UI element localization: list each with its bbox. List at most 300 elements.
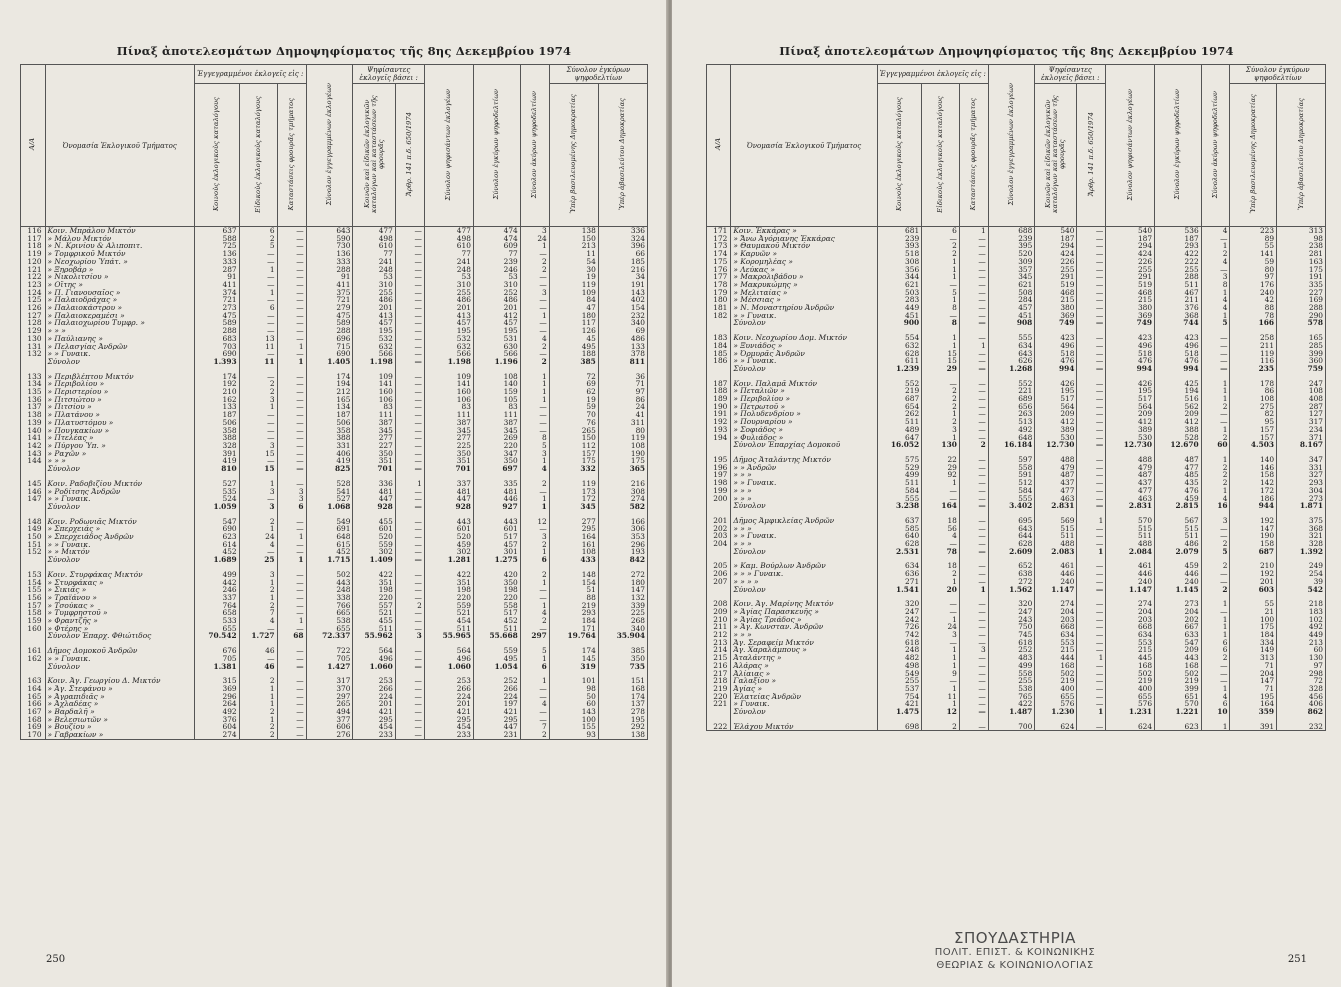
table-cell: 530	[1106, 434, 1155, 442]
table-cell: 2	[239, 235, 277, 243]
table-cell: 1.475	[877, 708, 921, 716]
table-cell: 369	[195, 685, 240, 693]
table-cell: —	[395, 723, 424, 731]
table-cell: 12	[922, 708, 960, 716]
table-cell: —	[959, 296, 988, 304]
table-row	[21, 281, 648, 289]
table-cell: 1.145	[1155, 586, 1202, 594]
table-cell: 240	[1155, 578, 1202, 586]
table-row	[707, 540, 1326, 548]
table-cell: —	[1201, 266, 1230, 274]
table-cell: 451	[877, 312, 921, 320]
table-cell: 22	[922, 456, 960, 464]
table-cell: 241	[353, 258, 395, 266]
total-row	[707, 548, 1326, 556]
table-cell	[1230, 449, 1277, 456]
table-cell: 703	[195, 343, 240, 351]
table-cell: 549	[306, 518, 353, 526]
table-cell: —	[1077, 525, 1106, 533]
table-cell: 399	[1277, 350, 1326, 358]
table-cell: 374	[195, 289, 240, 297]
table-cell: 697	[473, 465, 520, 473]
table-cell: 97	[1230, 273, 1277, 281]
table-cell: 359	[1230, 708, 1277, 716]
table-cell: 334	[1230, 639, 1277, 647]
table-cell: —	[520, 716, 549, 724]
table-cell: —	[277, 609, 306, 617]
table-cell: 559	[353, 541, 395, 549]
table-cell: Κοιν. Ἁγ. Μαρίνης Μικτόν	[731, 600, 877, 608]
table-cell: 53	[353, 273, 395, 281]
table-cell: 201	[424, 304, 473, 312]
table-cell: 293	[549, 609, 598, 617]
table-cell: Ἁγ. Χαραλάμπους »	[731, 646, 877, 654]
table-cell: —	[277, 396, 306, 404]
table-cell: 55	[1230, 242, 1277, 250]
table-cell: 411	[306, 281, 353, 289]
table-cell: 446	[473, 495, 520, 503]
table-cell: —	[959, 578, 988, 586]
table-cell: 254	[1277, 570, 1326, 578]
table-cell: 332	[549, 465, 598, 473]
table-cell: 2.531	[877, 548, 921, 556]
table-cell: —	[395, 617, 424, 625]
table-cell: —	[395, 700, 424, 708]
table-cell: » Παλαιοκάστρου »	[45, 304, 194, 312]
table-row	[707, 525, 1326, 533]
table-cell: —	[395, 503, 424, 511]
table-cell: 345	[988, 273, 1035, 281]
table-row	[21, 380, 648, 388]
table-cell: 1.427	[306, 663, 353, 671]
table-cell: 486	[353, 296, 395, 304]
table-cell: 2	[239, 586, 277, 594]
table-cell: 1	[922, 410, 960, 418]
table-cell: —	[395, 358, 424, 366]
table-cell: 477	[1155, 464, 1202, 472]
table-cell	[21, 663, 46, 671]
table-cell: » Ξυνιάδος »	[731, 342, 877, 350]
table-cell: 29	[922, 365, 960, 373]
results-table-body	[21, 227, 648, 740]
table-cell: —	[1077, 532, 1106, 540]
table-cell: 395	[988, 242, 1035, 250]
table-cell: 175	[707, 258, 731, 266]
table-cell: 275	[1230, 403, 1277, 411]
table-cell: 529	[877, 464, 921, 472]
table-cell: 187	[1035, 235, 1077, 243]
table-row	[21, 250, 648, 258]
table-cell	[1201, 373, 1230, 380]
table-cell: 197	[473, 700, 520, 708]
table-cell: 498	[353, 235, 395, 243]
table-cell	[1106, 449, 1155, 456]
table-cell: 213	[1277, 639, 1326, 647]
table-cell	[239, 366, 277, 373]
table-cell: 444	[1035, 654, 1077, 662]
table-cell: —	[277, 442, 306, 450]
table-cell	[306, 473, 353, 480]
table-cell: —	[395, 258, 424, 266]
table-cell: —	[395, 442, 424, 450]
table-cell: 4	[239, 541, 277, 549]
table-cell: 220	[707, 693, 731, 701]
table-cell: » Ν. Κρινίου & Αλιποπιτ.	[45, 242, 194, 250]
table-cell: 116	[1230, 357, 1277, 365]
table-cell: 564	[424, 647, 473, 655]
table-cell: 39	[1277, 578, 1326, 586]
table-cell: 97	[598, 388, 647, 396]
table-cell: 542	[1277, 586, 1326, 594]
table-cell	[1077, 716, 1106, 723]
table-cell: 1	[922, 342, 960, 350]
table-cell: —	[959, 471, 988, 479]
table-cell: —	[395, 380, 424, 388]
table-cell: » » Γυναικ.	[731, 312, 877, 320]
table-row	[21, 723, 648, 731]
table-cell: 117	[21, 235, 46, 243]
table-cell: 219	[707, 685, 731, 693]
table-row	[707, 600, 1326, 608]
table-cell: 219	[1155, 677, 1202, 685]
table-cell: 255	[988, 677, 1035, 685]
table-cell: 487	[1106, 471, 1155, 479]
table-cell: 3	[277, 488, 306, 496]
table-row	[707, 608, 1326, 616]
table-cell: 298	[1277, 670, 1326, 678]
table-cell: Σύνολον	[731, 502, 877, 510]
table-cell: » Μακρυκώμης »	[731, 281, 877, 289]
table-cell: 1	[922, 578, 960, 586]
table-cell: 424	[1106, 250, 1155, 258]
table-cell: 1	[277, 358, 306, 366]
table-cell: 222	[707, 723, 731, 731]
table-cell: 137	[598, 700, 647, 708]
table-cell: 138	[598, 731, 647, 739]
table-cell: —	[959, 525, 988, 533]
table-cell: —	[395, 571, 424, 579]
table-cell: 154	[21, 579, 46, 587]
table-row	[21, 480, 648, 488]
table-cell: 335	[1277, 281, 1326, 289]
table-cell: 2	[1201, 562, 1230, 570]
table-cell: 45	[549, 335, 598, 343]
table-cell: —	[277, 541, 306, 549]
table-cell: 1.393	[195, 358, 240, 366]
table-cell: » Πετρωτοῦ »	[731, 403, 877, 411]
table-cell: 370	[306, 685, 353, 693]
table-cell: 118	[21, 242, 46, 250]
table-cell: 4	[1201, 495, 1230, 503]
table-cell: —	[239, 281, 277, 289]
table-cell: 411	[195, 281, 240, 289]
table-cell: 137	[21, 403, 46, 411]
table-cell: 3	[1201, 273, 1230, 281]
table-row	[21, 242, 648, 250]
table-cell: 566	[424, 350, 473, 358]
table-cell: 293	[1277, 479, 1326, 487]
table-cell: 615	[306, 541, 353, 549]
table-cell: » » »	[731, 525, 877, 533]
table-cell: 133	[21, 373, 46, 381]
table-cell: 368	[1155, 312, 1202, 320]
table-cell: 2	[520, 266, 549, 274]
table-cell: 481	[424, 488, 473, 496]
table-cell: —	[1077, 662, 1106, 670]
table-cell: 3	[277, 495, 306, 503]
table-cell: —	[239, 434, 277, 442]
table-cell	[21, 473, 46, 480]
table-cell: —	[520, 319, 549, 327]
header-monarchy: Ὑπὲρ βασιλευομένης Δημοκρατίας	[1230, 84, 1277, 227]
table-cell: —	[1201, 677, 1230, 685]
table-cell	[959, 449, 988, 456]
table-cell: » Πεταλιῶν »	[731, 387, 877, 395]
table-cell: —	[395, 419, 424, 427]
table-cell: 624	[1106, 723, 1155, 731]
table-cell: 566	[473, 350, 520, 358]
table-cell: 154	[598, 304, 647, 312]
table-cell	[922, 716, 960, 723]
table-cell: 396	[598, 242, 647, 250]
table-cell: 301	[473, 548, 520, 556]
table-cell: 9	[922, 670, 960, 678]
table-cell: 1	[520, 373, 549, 381]
table-cell: 638	[988, 570, 1035, 578]
table-row	[707, 654, 1326, 662]
table-cell: 496	[1035, 342, 1077, 350]
table-cell: 628	[877, 350, 921, 358]
table-cell: —	[1077, 600, 1106, 608]
table-cell: 1	[922, 646, 960, 654]
table-cell: 145	[21, 480, 46, 488]
table-cell: —	[922, 235, 960, 243]
table-cell: 944	[1230, 502, 1277, 510]
table-cell: —	[395, 427, 424, 435]
table-cell: 165	[306, 396, 353, 404]
table-cell: 1.871	[1277, 502, 1326, 510]
table-cell: 511	[1035, 532, 1077, 540]
table-cell: 2	[1201, 403, 1230, 411]
table-cell: 171	[549, 625, 598, 633]
table-cell: 235	[1230, 365, 1277, 373]
table-cell: 47	[549, 304, 598, 312]
table-cell: 564	[1106, 403, 1155, 411]
table-cell: 338	[306, 594, 353, 602]
table-cell: 451	[988, 312, 1035, 320]
table-cell: 634	[988, 342, 1035, 350]
table-cell	[707, 327, 731, 334]
table-cell: 531	[473, 335, 520, 343]
table-row	[21, 411, 648, 419]
table-cell: 148	[21, 518, 46, 526]
table-cell	[1230, 593, 1277, 600]
table-cell: 1	[239, 579, 277, 587]
table-cell: » Ν. Μοναστηρίου Ἀνδρῶν	[731, 304, 877, 312]
table-cell: 461	[1106, 562, 1155, 570]
table-cell: 1	[520, 388, 549, 396]
table-cell: 132	[21, 350, 46, 358]
table-cell: 253	[424, 677, 473, 685]
table-cell: 129	[21, 327, 46, 335]
table-cell: —	[277, 586, 306, 594]
header-group-voted: Ψηφίσαντες ἐκλογεῖς βάσει :	[353, 65, 424, 84]
table-cell: —	[239, 296, 277, 304]
table-cell: 1.541	[877, 586, 921, 594]
table-cell: 3.402	[988, 502, 1035, 510]
table-row	[21, 708, 648, 716]
table-cell: —	[1201, 350, 1230, 358]
table-cell: 180	[598, 579, 647, 587]
table-cell: 1	[1077, 708, 1106, 716]
table-cell: —	[277, 677, 306, 685]
table-cell: 302	[424, 548, 473, 556]
table-cell: —	[1077, 471, 1106, 479]
table-cell: 177	[707, 273, 731, 281]
table-cell	[959, 327, 988, 334]
header-republic: Ὑπὲρ ἀβασιλεύτου Δημοκρατίας	[598, 84, 647, 227]
table-cell: 2	[239, 388, 277, 396]
table-cell	[988, 373, 1035, 380]
table-cell: 3	[520, 227, 549, 235]
table-cell: 1.147	[1035, 586, 1077, 594]
table-cell: 1	[1201, 289, 1230, 297]
table-cell: 146	[1230, 464, 1277, 472]
table-cell: » Ἄνω Ἀγόριανης Ἐκκάρας	[731, 235, 877, 243]
table-cell	[922, 555, 960, 562]
table-cell: 2	[239, 731, 277, 739]
table-cell: 388	[306, 434, 353, 442]
table-cell: 120	[21, 258, 46, 266]
table-cell: 271	[877, 578, 921, 586]
table-cell: 138	[549, 227, 598, 235]
table-cell: 203	[707, 532, 731, 540]
table-cell: 172	[707, 235, 731, 243]
table-cell: 498	[877, 662, 921, 670]
table-cell: —	[1077, 693, 1106, 701]
table-cell: 754	[877, 693, 921, 701]
table-cell	[549, 564, 598, 571]
table-cell: —	[395, 594, 424, 602]
table-cell: 1	[277, 533, 306, 541]
table-cell: 89	[1230, 235, 1277, 243]
table-cell: 1	[239, 403, 277, 411]
table-cell: » Σπερχειάδος Ἀνδρῶν	[45, 533, 194, 541]
table-cell: 721	[195, 296, 240, 304]
table-cell: —	[520, 685, 549, 693]
table-cell: 239	[877, 235, 921, 243]
table-cell: » Περιβολίου »	[731, 395, 877, 403]
table-cell: —	[1077, 342, 1106, 350]
table-row	[707, 227, 1326, 235]
table-cell: 159	[21, 617, 46, 625]
table-cell: 668	[1035, 623, 1077, 631]
table-cell: 108	[598, 442, 647, 450]
table-cell: 2	[959, 441, 988, 449]
table-cell: 100	[549, 716, 598, 724]
table-cell	[473, 511, 520, 518]
table-cell: 2	[1201, 471, 1230, 479]
table-cell: 511	[877, 479, 921, 487]
table-cell: —	[239, 427, 277, 435]
table-cell: » Οἴτης »	[45, 281, 194, 289]
table-cell: 183	[1277, 608, 1326, 616]
table-cell: 320	[988, 600, 1035, 608]
table-cell: —	[959, 258, 988, 266]
table-cell: —	[395, 693, 424, 701]
table-cell: 1.054	[473, 663, 520, 671]
table-cell: —	[1077, 495, 1106, 503]
table-cell: 590	[306, 235, 353, 243]
table-cell	[395, 511, 424, 518]
table-cell: 4	[239, 617, 277, 625]
table-cell: 482	[877, 654, 921, 662]
table-cell	[45, 640, 194, 647]
table-cell	[1035, 327, 1077, 334]
table-cell: Ἀταλάντης »	[731, 654, 877, 662]
table-cell: 111	[353, 411, 395, 419]
table-cell: 375	[1277, 517, 1326, 525]
table-cell: 201	[353, 304, 395, 312]
table-cell: —	[395, 533, 424, 541]
right-page	[672, 0, 1341, 987]
table-cell: —	[277, 419, 306, 427]
table-row	[707, 532, 1326, 540]
table-cell: 681	[877, 227, 921, 235]
table-cell: » Λεύκας »	[731, 266, 877, 274]
table-cell: 1	[922, 434, 960, 442]
table-cell: 168	[598, 685, 647, 693]
table-cell: 6	[922, 227, 960, 235]
table-cell: —	[277, 373, 306, 381]
table-cell: —	[1077, 266, 1106, 274]
table-cell: 511	[473, 625, 520, 633]
table-cell: 204	[1106, 608, 1155, 616]
table-cell: 216	[598, 266, 647, 274]
total-row	[21, 465, 648, 473]
table-cell: 41	[598, 411, 647, 419]
table-cell: 623	[195, 533, 240, 541]
table-cell: —	[1077, 608, 1106, 616]
table-cell: 2	[520, 343, 549, 351]
table-cell: 119	[1230, 350, 1277, 358]
table-cell: » » Γυναικ.	[731, 532, 877, 540]
table-cell: 234	[1277, 426, 1326, 434]
table-cell: 195	[353, 327, 395, 335]
table-cell: 141	[1230, 250, 1277, 258]
table-cell: 20	[922, 586, 960, 594]
table-cell	[45, 473, 194, 480]
table-cell	[1201, 327, 1230, 334]
table-cell: 4	[520, 465, 549, 473]
table-cell: —	[395, 304, 424, 312]
table-cell: 457	[473, 541, 520, 549]
table-cell	[1106, 716, 1155, 723]
table-cell: 1.198	[424, 358, 473, 366]
table-cell: 175	[549, 457, 598, 465]
table-cell: 133	[598, 343, 647, 351]
table-cell: 457	[424, 319, 473, 327]
table-cell: 1.268	[988, 365, 1035, 373]
table-cell	[1155, 593, 1202, 600]
table-cell: —	[395, 708, 424, 716]
table-cell: —	[395, 350, 424, 358]
table-cell: 730	[306, 242, 353, 250]
table-cell: 157	[1230, 426, 1277, 434]
table-cell: Κοιν. Ραδοβιζίου Μικτόν	[45, 480, 194, 488]
table-cell: » Ἁγίας Παρασκευῆς »	[731, 608, 877, 616]
table-cell: 51	[549, 586, 598, 594]
